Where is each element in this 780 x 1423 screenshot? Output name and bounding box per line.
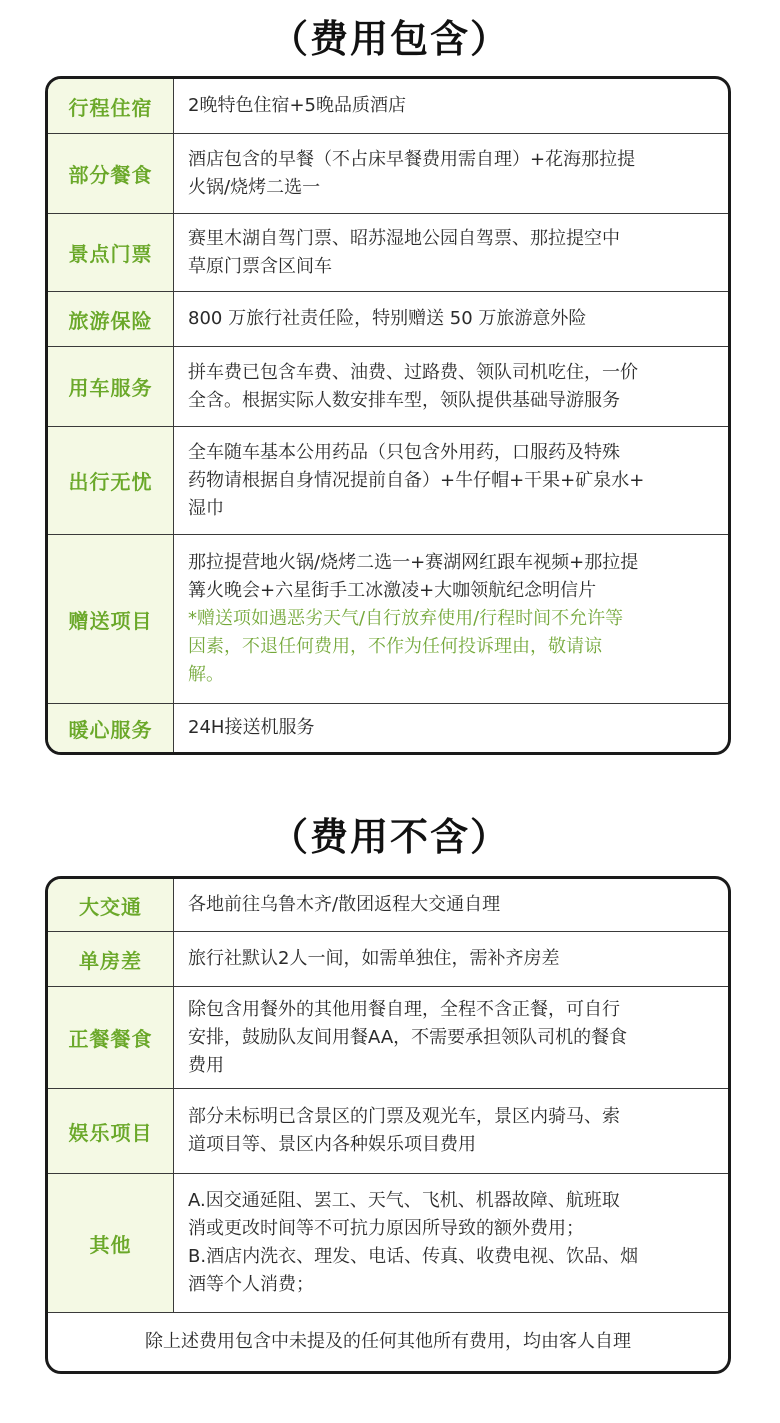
row-content [174,932,728,986]
content-line: 各地前往乌鲁木齐/散团返程大交通自理 [188,894,501,915]
content-line: 那拉提营地火锅/烧烤二选一+赛湖网红跟车视频+那拉提 [188,552,639,573]
row-label: 景点门票 [48,214,174,291]
row-label: 大交通 [48,879,174,931]
row-content [174,1174,728,1312]
row-label: 其他 [48,1174,174,1312]
excluded-table [45,876,731,1374]
content-line: 酒等个人消费； [188,1274,314,1295]
excluded-title: （费用不含） [269,815,510,859]
row-content [174,292,728,346]
row-label: 旅游保险 [48,292,174,346]
row-label: 正餐餐食 [48,987,174,1088]
content-line: 全含。根据实际人数安排车型，领队提供基础导游服务 [188,389,620,411]
row-content [174,79,728,133]
row-content [174,535,728,703]
content-line: 除包含用餐外的其他用餐自理，全程不含正餐，可自行 [188,998,620,1020]
content-line: 火锅/烧烤二选一 [188,176,321,198]
content-line: 2晚特色住宿+5晚品质酒店 [188,95,406,116]
table-row [48,534,728,703]
content-line: 赛里木湖自驾门票、昭苏湿地公园自驾票、那拉提空中 [188,227,620,249]
table-row [48,986,728,1088]
row-content [174,214,728,291]
content-line: 部分未标明已含景区的门票及观光车，景区内骑马、索 [188,1106,620,1127]
row-content [174,987,728,1088]
row-content [174,347,728,426]
content-line: 24H接送机服务 [188,717,315,738]
row-label: 娱乐项目 [48,1089,174,1173]
content-line: B.酒店内洗衣、理发、电话、传真、收费电视、饮品、烟 [188,1246,639,1267]
included-title: （费用包含） [269,17,510,61]
row-content [174,704,728,752]
row-label: 出行无忧 [48,427,174,534]
table-row [48,213,728,291]
table-row [48,291,728,346]
row-label: 用车服务 [48,347,174,426]
row-content [174,134,728,213]
table-row [48,1173,728,1312]
excluded-footer-note: 除上述费用包含中未提及的任何其他所有费用，均由客人自理 [145,1331,631,1352]
content-line: 道项目等、景区内各种娱乐项目费用 [188,1134,476,1155]
table-row [48,346,728,426]
content-line: 草原门票含区间车 [188,255,332,277]
content-line: 拼车费已包含车费、油费、过路费、领队司机吃住，一价 [188,361,638,383]
table-row [48,79,728,133]
table-row [48,879,728,931]
content-line: 800 万旅行社责任险，特别赠送 50 万旅游意外险 [188,308,587,329]
table-row [48,1312,728,1371]
gift-note-line: *赠送项如遇恶劣天气/自行放弃使用/行程时间不允许等 [188,608,624,629]
row-label: 单房差 [48,932,174,986]
content-line: 篝火晚会+六星街手工冰激凌+大咖领航纪念明信片 [188,580,597,601]
row-label: 行程住宿 [48,79,174,133]
included-table [45,76,731,755]
table-row [48,931,728,986]
content-line: 湿巾 [188,497,224,519]
row-content [174,879,728,931]
content-line: 费用 [188,1054,224,1076]
content-line: A.因交通延阻、罢工、天气、飞机、机器故障、航班取 [188,1190,620,1211]
table-row [48,1088,728,1173]
content-line: 全车随车基本公用药品（只包含外用药，口服药及特殊 [188,441,620,463]
content-line: 安排，鼓励队友间用餐AA，不需要承担领队司机的餐食 [188,1026,628,1048]
row-label: 部分餐食 [48,134,174,213]
content-line: 旅行社默认2人一间，如需单独住，需补齐房差 [188,948,560,969]
content-line: 酒店包含的早餐（不占床早餐费用需自理）+花海那拉提 [188,148,636,170]
table-row [48,426,728,534]
content-line: 消或更改时间等不可抗力原因所导致的额外费用； [188,1218,584,1239]
gift-note-line: 因素，不退任何费用，不作为任何投诉理由，敬请谅 [188,636,602,657]
content-line: 药物请根据自身情况提前自备）+牛仔帽+干果+矿泉水+ [188,469,645,491]
table-row [48,133,728,213]
gift-note-line: 解。 [188,664,224,685]
row-content [174,1089,728,1173]
table-row [48,703,728,752]
row-label: 赠送项目 [48,535,174,703]
row-label: 暖心服务 [48,704,174,752]
row-content [174,427,728,534]
